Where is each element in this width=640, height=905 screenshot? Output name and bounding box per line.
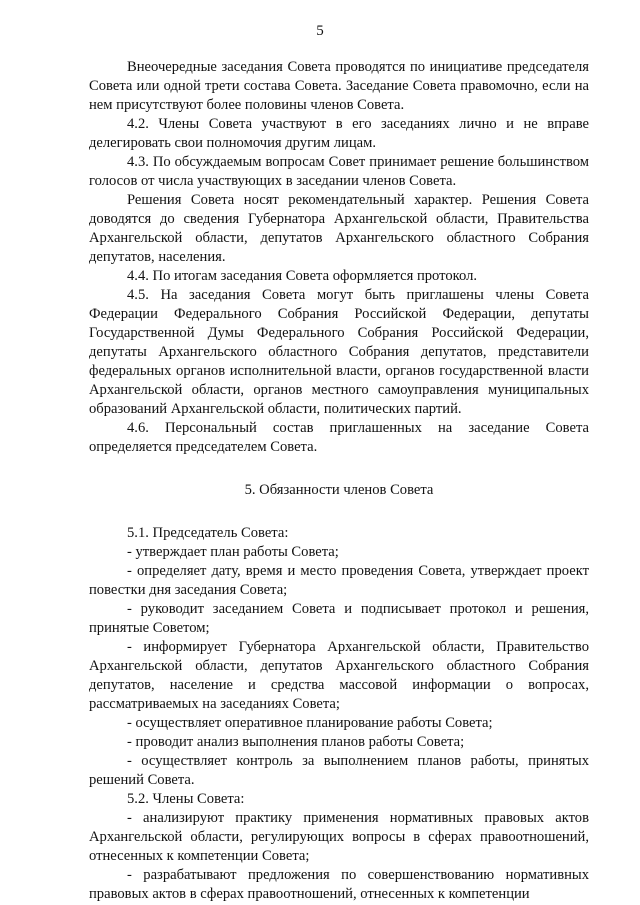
paragraph-5-1: 5.1. Председатель Совета: xyxy=(127,525,289,541)
list-item: - анализируют практику применения нормативных правовых актов Архангельской области, регулирующих вопросы в сферах правоотношений, отнесенных к компетенции Совета; xyxy=(89,810,589,864)
list-item: - осуществляет оперативное планирование работы Совета; xyxy=(127,715,493,731)
paragraph-4-6: 4.6. Персональный состав приглашенных на заседание Совета определяется председателем Совета. xyxy=(89,420,589,455)
list-item: - руководит заседанием Совета и подписывает протокол и решения, принятые Советом; xyxy=(89,601,589,636)
paragraph-5-2: 5.2. Члены Совета: xyxy=(127,791,245,807)
list-item: - информирует Губернатора Архангельской области, Правительство Архангельской области, депутатов Архангельского областного Собрания депутатов, население и средства массовой информации о вопросах, рассматриваемых на заседаниях Совета; xyxy=(89,639,589,712)
page-content xyxy=(89,58,589,904)
list-item: - утверждает план работы Совета; xyxy=(127,544,339,560)
list-item: - разрабатывают предложения по совершенствованию нормативных правовых актов в сферах правоотношений, отнесенных к компетенции xyxy=(89,867,589,902)
list-item: - определяет дату, время и место проведения Совета, утверждает проект повестки дня заседания Совета; xyxy=(89,563,589,598)
section-5-heading: 5. Обязанности членов Совета xyxy=(244,482,434,498)
paragraph-4-4: 4.4. По итогам заседания Совета оформляется протокол. xyxy=(127,268,478,284)
paragraph-decisions: Решения Совета носят рекомендательный характер. Решения Совета доводятся до сведения Губернатора Архангельской области, Правительства Архангельской области, депутатов Архангельского областного Собрания депутатов, населения. xyxy=(89,192,589,265)
list-item: - проводит анализ выполнения планов работы Совета; xyxy=(127,734,465,750)
page-number: 5 xyxy=(316,23,324,39)
paragraph-4-3: 4.3. По обсуждаемым вопросам Совет принимает решение большинством голосов от числа участвующих в заседании членов Совета. xyxy=(89,154,589,189)
paragraph-4-1-extraordinary: Внеочередные заседания Совета проводятся по инициативе председателя Совета или одной трети состава Совета. Заседание Совета правомочно, если на нем присутствуют более половины членов Совета. xyxy=(89,59,589,113)
paragraph-4-2: 4.2. Члены Совета участвуют в его заседаниях лично и не вправе делегировать свои полномочия другим лицам. xyxy=(89,116,589,151)
paragraph-4-5: 4.5. На заседания Совета могут быть приглашены члены Совета Федерации Федерального Собрания Российской Федерации, депутаты Государственной Думы Федерального Собрания Российской Федерации, депутаты Архангельского областного Собрания депутатов, представители федеральных органов исполнительной власти, органов государственной власти Архангельской области, органов местного самоуправления муниципальных образований Архангельской области, политических партий. xyxy=(89,287,589,417)
list-item: - осуществляет контроль за выполнением планов работы, принятых решений Совета. xyxy=(89,753,589,788)
